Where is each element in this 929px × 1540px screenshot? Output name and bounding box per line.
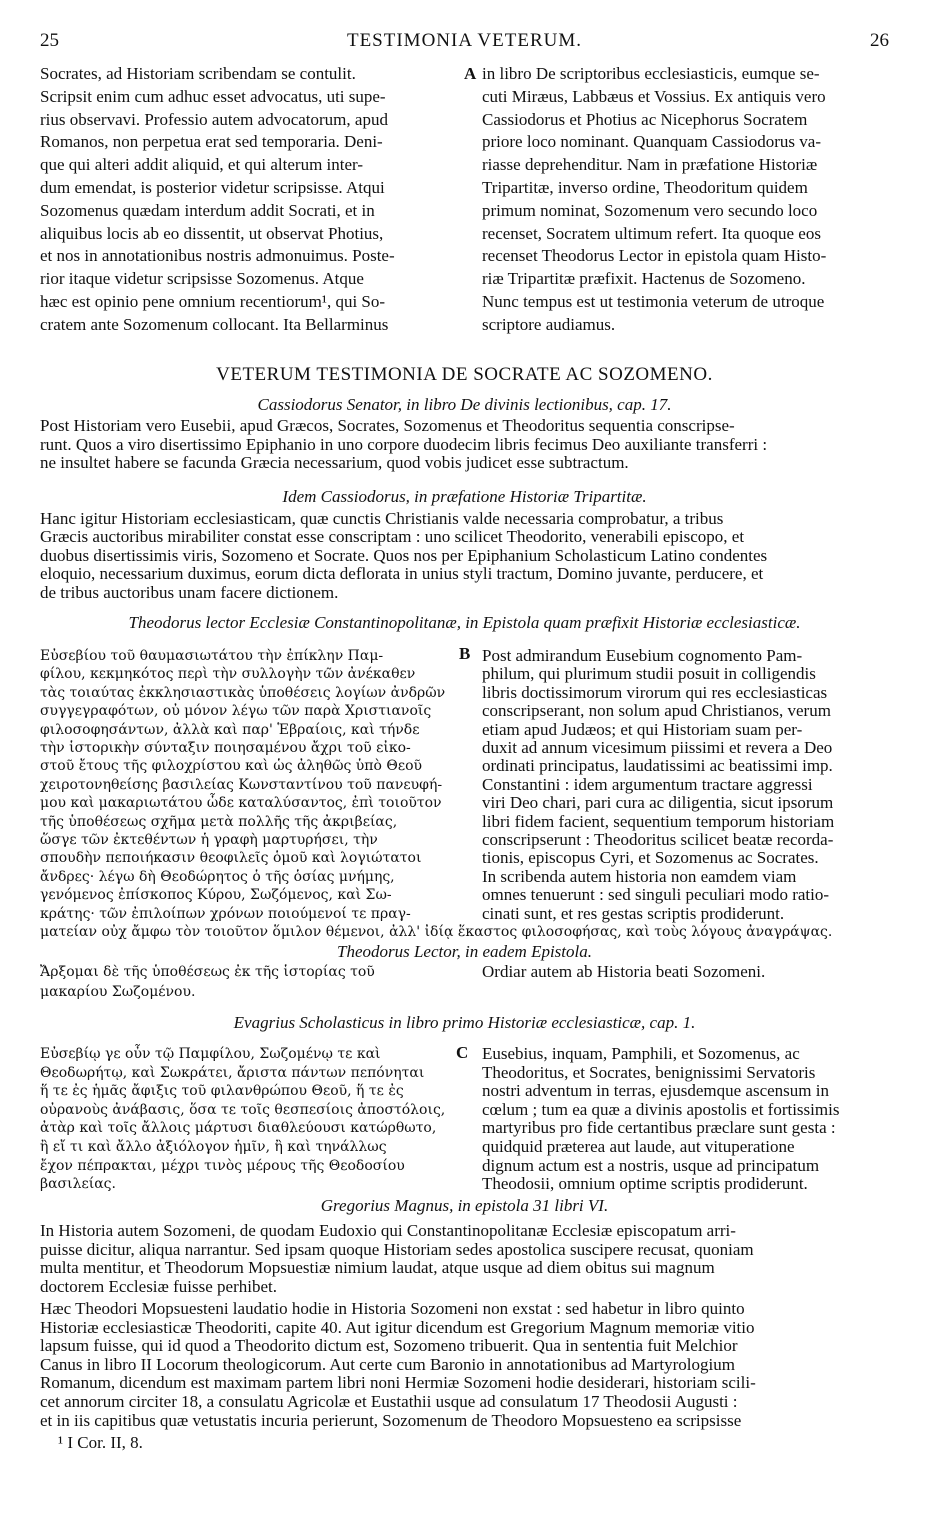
left-column-line: dum emendat, is posterior videtur scripsisse. Atqui [40,178,385,197]
right-column-line: scriptore audiamus. [482,314,616,334]
latin-line: martyribus pro fide certantibus præclare sunt gesta : [482,1118,836,1138]
full-width-line: multa mentitur, et Theodorum Mopsuestiæ nimium laudat, atque usque ad diem obitus sui magnum [40,1258,715,1278]
right-column-line: priore loco nominant. Quanquam Cassiodorus va- [482,132,821,152]
latin-line: Post admirandum Eusebium cognomento Pam- [482,646,803,665]
greek-line: ἔχον πέπρακται, μέχρι τινὸς μέρους τῆς Θεοδοσίου [40,1157,405,1174]
margin-letter: B [459,644,471,663]
running-title: TESTIMONIA VETERUM. [346,30,583,51]
margin-letter: A [464,64,477,83]
latin-line: libris doctissimorum virorum qui res ecclesiasticas [482,682,828,702]
greek-line: φιλοσοφησάντων, ἀλλὰ καὶ παρ' Ἑβραίοις, καὶ τήνδε [40,721,420,738]
greek-line: Ἄρξομαι δὲ τῆς ὑποθέσεως ἐκ τῆς ἱστορίας τοῦ [40,964,375,980]
latin-line: ordinati principatus, laudatissimi ac beatissimi imp. [482,756,833,776]
left-column-line: hæc est opinio pene omnium recentiorum¹, qui So- [40,292,386,311]
full-width-line: puisse dicitur, aliqua narrantur. Sed ipsam quoque Historiam sedes apostolica suscipere recusat, quoniam [40,1239,754,1259]
latin-line: In scribenda autem historia non eamdem viam [482,866,797,886]
greek-line: στοῦ ἔτους τῆς φιλοχρίστου καὶ ὡς ἀληθῶς ὑπὸ Θεοῦ [40,758,423,775]
greek-line: σπουδὴν πεποιήκασιν θεοφιλεῖς ὁμοῦ καὶ λογιώτατοι [40,850,422,867]
right-column-line: primum nominat, Sozomenum vero secundo loco [482,200,818,220]
latin-line: Theodosii, omnium optime scriptis prodiderunt. [482,1174,808,1194]
full-width-line: Græcis auctoribus mirabiliter constat esse conscriptam : uno scilicet Theodorito, venerabili episcopo, et [40,527,745,547]
right-column-line: recenset Theodorus Lector in epistola quam Histo- [482,246,827,266]
greek-line: τῆς ὑποθέσεως σχῆμα μετὰ πολλῆς τῆς ἀκριβείας, [40,813,398,830]
greek-line: γενόμενος ἐπίσκοπος Κύρου, Σωζόμενος, καὶ Σω- [40,887,392,904]
greek-line: μου καὶ μακαριωτάτου ὧδε καταλύσαντος, ἐπὶ τοιοῦτον [40,795,442,812]
latin-line: nostri adventum in terras, ejusdemque ascensum in [482,1081,829,1101]
right-column-line: in libro De scriptoribus ecclesiasticis, eumque se- [482,64,820,83]
left-column-line: rius observavi. Professio autem advocatorum, apud [40,109,388,129]
footnote: ¹ I Cor. II, 8. [58,1433,143,1452]
left-column-line: Sozomenus quædam interdum addit Socrati, et in [40,200,375,220]
latin-line: libri fidem facient, sequentium temporum historiam [482,811,835,831]
greek-line: βασιλείας. [40,1176,116,1193]
greek-line: ἄνδρες· λέγω δὴ Θεοδώρητος ὁ τῆς ὁσίας μνήμης, [40,868,395,885]
left-column-line: que qui alteri addit aliquid, et qui alterum inter- [40,155,364,175]
greek-line: κράτης· τῶν ἐπιλοίπων χρόνων ποιούμενοί τε πραγ- [40,905,411,922]
latin-line: conscripserunt : Theodoritus scilicet beatæ recorda- [482,830,834,849]
greek-line: ὥσγε τῶν ἐκτεθέντων ἡ γραφὴ μαρτυρήσει, τὴν [40,832,378,848]
greek-line: μακαρίου Σωζομένου. [40,984,196,1000]
greek-line: Εὐσεβίου τοῦ θαυμασιωτάτου τὴν ἐπίκλην Παμ- [40,648,384,664]
latin-line: Eusebius, inquam, Pamphili, et Sozomenus, ac [482,1044,800,1063]
page-number-left: 25 [40,30,59,51]
source-title: Theodorus Lector, in eadem Epistola. [337,942,592,961]
full-width-line: duobus disertissimis viris, Sozomeno et Socrate. Quos nos per Epiphanium Scholasticum Latino condentes [40,545,768,565]
greek-line: συγγεγραφότων, οὐ μόνον λέγω τῶν παρὰ Χριστιανοῖς [40,703,432,720]
left-column-line: rior itaque videtur scripsisse Sozomenus. Atque [40,269,364,289]
greek-line: Θεοδωρήτῳ, καὶ Σωκράτει, ἄριστα πάντων πεπόνηται [40,1064,425,1081]
note-line: Canus in libro II Locorum theologicorum. Aut certe cum Baronio in annotationibus ad Martyrologium [40,1354,735,1374]
right-column-line: riæ Tripartitæ præfixit. Hactenus de Sozomeno. [482,269,806,289]
latin-line: quidquid præterea aut laude, aut vituperatione [482,1137,795,1156]
source-title: Theodorus lector Ecclesiæ Constantinopolitanæ, in Epistola quam præfixit Historiæ ecclesiasticæ. [128,613,801,632]
note-line: Romanum, dicendum est maximam partem libri noni Hermiæ Sozomeni hodie desiderari, historiam scili- [40,1373,756,1393]
right-column-line: Nunc tempus est ut testimonia veterum de utroque [482,292,825,311]
note-line: lapsum fuisse, qui id quod a Theodorito dictum est, Sozomeno tribuerit. Qua in sententia fuit Melchior [40,1336,738,1356]
section-heading: VETERUM TESTIMONIA DE SOCRATE AC SOZOMENO. [216,365,713,385]
right-column-line: riasse deprehenditur. Nam in præfatione Historiæ [482,155,818,175]
greek-line: οὐρανοὺς ἀνάβασις, ὅσα τε τοῖς θεσπεσίοις ἀποστόλοις, [40,1101,446,1118]
greek-line: ματείαν οὐχ ἄμφω τὸν τοιοῦτον ὅμιλον θέμενοι, ἀλλ' ἰδίᾳ ἕκαστος φιλοσοφήσας, καὶ τοὺς λόγους ἀναγράψας. [40,924,833,940]
latin-line: conscripserant, non solum apud Christianos, verum [482,701,831,721]
full-width-line: runt. Quos a viro disertissimo Epiphanio in uno corpore duodecim libris fecimus Deo auxiliante transferri : [40,434,768,454]
latin-line: cœlum ; tum ea quæ a divinis apostolis et fortissimis [482,1099,840,1119]
full-width-line: de tribus auctoribus unam facere dictionem. [40,582,339,602]
full-width-line: doctorem Ecclesiæ fuisse perhibet. [40,1276,277,1296]
note-line: cet annorum circiter 18, a consulatu Agricolæ et Eustathii usque ad consulatum 17 Theodosii Augusti : [40,1392,738,1411]
latin-line: Constantini : idem argumentum tractare aggressi [482,774,813,794]
greek-line: ἥ τε ἐς ἡμᾶς ἄφιξις τοῦ φιλανθρώπου Θεοῦ, ἥ τε ἐς [40,1083,404,1100]
latin-line: tionis, episcopus Cyri, et Sozomenus ac Socrates. [482,848,819,868]
greek-line: χειροτονηθείσης βασιλείας Κωνσταντίνου τοῦ πανευφή- [40,776,443,793]
right-column-line: cuti Miræus, Labbæus et Vossius. Ex antiquis vero [482,86,826,106]
latin-line: etiam apud Judæos; et qui Historiam suam per- [482,719,803,739]
latin-line: philum, qui plurimum studii posuit in colligendis [482,664,816,684]
latin-line: viri Deo chari, pari cura ac diligentia, sicut ipsorum [482,793,834,813]
right-column-line: Tripartitæ, inverso ordine, Theodoritum quidem [482,178,808,197]
full-width-line: eloquio, necessarium duximus, eorum dicta deflorata in unius styli tractum, Domino juvante, perducere, et [40,564,764,584]
page-number-right: 26 [870,30,889,51]
latin-line: Theodoritus, et Socrates, benignissimi Servatoris [482,1062,816,1082]
latin-line: cinati sunt, et res gestas scriptis prodiderunt. [482,903,785,923]
margin-letter: C [456,1043,469,1062]
note-line: Hæc Theodori Mopsuesteni laudatio hodie in Historia Sozomeni non exstat : sed habetur in libro quinto [40,1299,745,1318]
source-title: Gregorius Magnus, in epistola 31 libri VI. [320,1196,609,1215]
full-width-line: In Historia autem Sozomeni, de quodam Eudoxio qui Constantinopolitanæ Ecclesiæ episcopatum arri- [40,1221,736,1240]
latin-line: Ordiar autem ab Historia beati Sozomeni. [482,962,766,981]
greek-line: Εὐσεβίῳ γε οὖν τῷ Παμφίλου, Σωζομένῳ τε καὶ [40,1046,381,1062]
greek-line: τὴν ἱστορικὴν σύνταξιν ποιησαμένου ἄχρι τοῦ εἰκο- [40,740,411,756]
left-column-line: Socrates, ad Historiam scribendam se contulit. [40,64,356,83]
latin-line: duxit ad annum vicesimum piissimi et revera a Deo [482,738,833,757]
left-column-line: cratem ante Sozomenum collocant. Ita Bellarminus [40,314,389,334]
right-column-line: Cassiodorus et Photius ac Nicephorus Socratem [482,109,808,129]
left-column-line: et nos in annotationibus nostris admonuimus. Poste- [40,246,395,266]
full-width-line: Hanc igitur Historiam ecclesiasticam, quæ cunctis Christianis valde necessaria comprobatur, a tribus [40,509,724,528]
greek-line: φίλου, κεκμηκότος περὶ τὴν συλλογὴν τῶν ἀνέκαθεν [40,666,416,683]
full-width-line: ne insultet habere se facunda Græcia necessarium, quod vobis judicet esse subtractum. [40,453,629,473]
source-title: Idem Cassiodorus, in præfatione Historiæ Tripartitæ. [282,487,647,506]
source-title: Evagrius Scholasticus in libro primo Historiæ ecclesiasticæ, cap. 1. [233,1013,696,1032]
left-column-line: aliquibus locis ab eo dissentit, ut observat Photius, [40,223,384,243]
full-width-line: Post Historiam vero Eusebii, apud Græcos, Socrates, Sozomenus et Theodoritus sequentia conscripse- [40,416,735,435]
note-line: et in iis capitibus quæ vetustatis incuria perierunt, Sozomenum de Theodoro Mopsuesteno ea scripsisse [40,1410,742,1430]
latin-line: omnes tenuerunt : sed singuli peculiari modo ratio- [482,885,830,905]
latin-line: dignum actum est a nostris, usque ad principatum [482,1155,820,1175]
right-column-line: recenset, Socratem ultimum refert. Ita quoque eos [482,223,821,243]
source-title: Cassiodorus Senator, in libro De divinis lectionibus, cap. 17. [257,395,672,414]
left-column-line: Scripsit enim cum adhuc esset advocatus, uti supe- [40,86,386,106]
left-column-line: Romanos, non perpetua erat sed temporaria. Deni- [40,132,383,152]
greek-line: τὰς τοιαύτας ἐκκλησιαστικὰς ὑποθέσεις λογίων ἀνδρῶν [40,684,446,701]
note-line: Historiæ ecclesiasticæ Theodoriti, capite 40. Aut igitur dicendum est Gregorium Magnum memoriæ vitio [40,1317,755,1337]
greek-line: ἢ εἴ τι καὶ ἄλλο ἀξιόλογον ἡμῖν, ἢ καὶ τηνάλλως [40,1139,387,1155]
greek-line: ἀτὰρ καὶ τοῖς ἄλλοις μάρτυσι διαθλεύουσι κατώρθωτο, [40,1120,437,1137]
